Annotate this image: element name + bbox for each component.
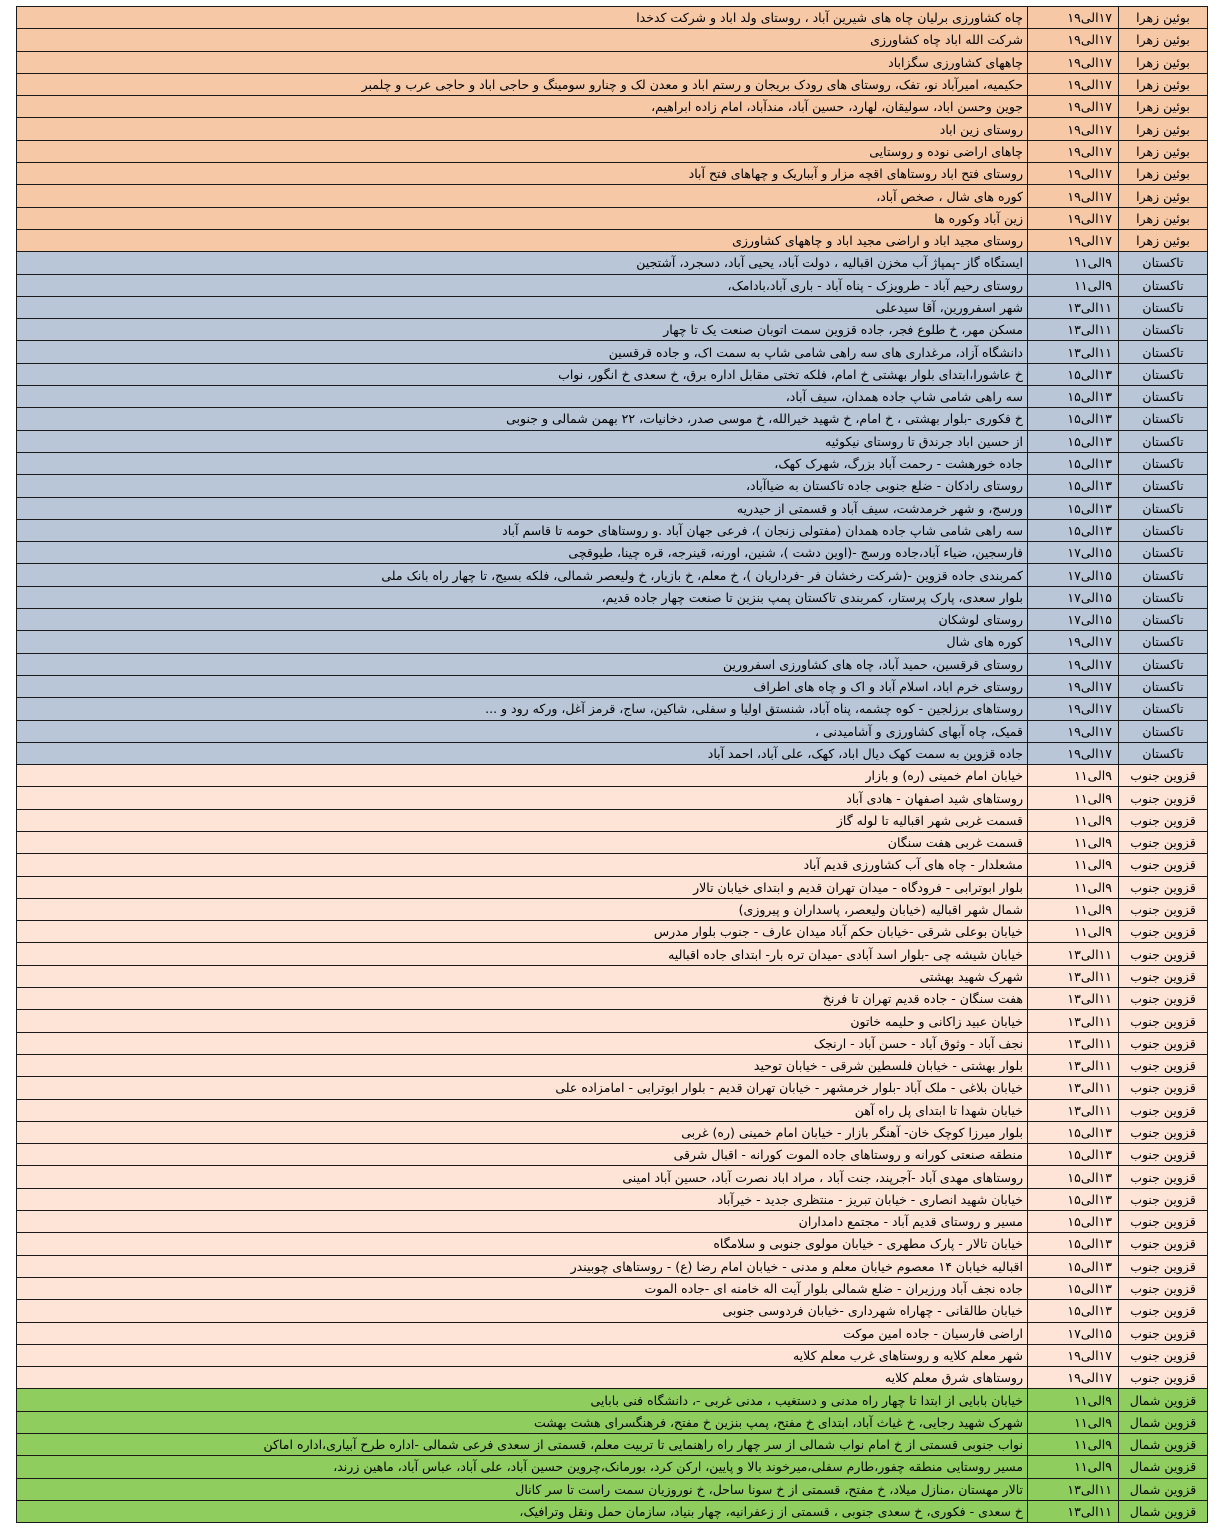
hours-cell: ۱۱الی۱۳ <box>1028 988 1119 1010</box>
region-cell: تاکستان <box>1119 363 1208 385</box>
area-cell: خیابان تالار - پارک مطهری - خیابان مولوی جنوبی و سلامگاه <box>17 1233 1028 1255</box>
hours-cell: ۱۵الی۱۷ <box>1028 564 1119 586</box>
region-cell: قزوین جنوب <box>1119 1367 1208 1389</box>
region-cell: تاکستان <box>1119 675 1208 697</box>
table-row <box>17 207 1208 229</box>
region-cell: قزوین جنوب <box>1119 1211 1208 1233</box>
region-cell: قزوین شمال <box>1119 1389 1208 1411</box>
table-row <box>17 1211 1208 1233</box>
table-row <box>17 1010 1208 1032</box>
region-cell: تاکستان <box>1119 698 1208 720</box>
area-cell: خیابان امام خمینی (ره) و بازار <box>17 765 1028 787</box>
area-cell: دانشگاه آزاد، مرغداری های سه راهی شامی شاپ به سمت اک، و جاده قرقسین <box>17 341 1028 363</box>
hours-cell: ۹الی۱۱ <box>1028 274 1119 296</box>
hours-cell: ۱۱الی۱۳ <box>1028 1077 1119 1099</box>
region-cell: بوئین زهرا <box>1119 207 1208 229</box>
area-cell: روستای زین اباد <box>17 118 1028 140</box>
region-cell: قزوین جنوب <box>1119 1344 1208 1366</box>
area-cell: اراضی فارسیان - جاده امین موکت <box>17 1322 1028 1344</box>
region-cell: قزوین شمال <box>1119 1500 1208 1522</box>
region-cell: تاکستان <box>1119 475 1208 497</box>
area-cell: شهرک شهید رجایی، خ غیاث آباد، ابتدای خ مفتح، پمپ بنزین خ مفتح، فرهنگسرای هشت بهشت <box>17 1411 1028 1433</box>
table-row <box>17 296 1208 318</box>
region-cell: قزوین جنوب <box>1119 876 1208 898</box>
table-row <box>17 809 1208 831</box>
hours-cell: ۱۳الی۱۵ <box>1028 430 1119 452</box>
region-cell: قزوین جنوب <box>1119 1144 1208 1166</box>
region-cell: تاکستان <box>1119 653 1208 675</box>
region-cell: قزوین جنوب <box>1119 1188 1208 1210</box>
hours-cell: ۹الی۱۱ <box>1028 876 1119 898</box>
hours-cell: ۱۷الی۱۹ <box>1028 1367 1119 1389</box>
table-row <box>17 319 1208 341</box>
hours-cell: ۱۳الی۱۵ <box>1028 1144 1119 1166</box>
table-row <box>17 497 1208 519</box>
hours-cell: ۱۷الی۱۹ <box>1028 675 1119 697</box>
table-row <box>17 787 1208 809</box>
region-cell: قزوین شمال <box>1119 1411 1208 1433</box>
table-row <box>17 252 1208 274</box>
area-cell: خیابان طالقانی - چهاراه شهرداری -خیابان فردوسی جنوبی <box>17 1300 1028 1322</box>
table-row <box>17 1099 1208 1121</box>
table-row <box>17 898 1208 920</box>
region-cell: تاکستان <box>1119 497 1208 519</box>
area-cell: مسکن مهر، خ طلوع فجر، جاده قزوین سمت اتوبان صنعت یک تا چهار <box>17 319 1028 341</box>
table-row <box>17 854 1208 876</box>
hours-cell: ۱۳الی۱۵ <box>1028 519 1119 541</box>
table-row <box>17 1144 1208 1166</box>
hours-cell: ۱۱الی۱۳ <box>1028 296 1119 318</box>
region-cell: قزوین جنوب <box>1119 831 1208 853</box>
area-cell: خیابان بلاغی - ملک آباد -بلوار خرمشهر - خیابان تهران قدیم - بلوار ابوترابی - امامزاده علی <box>17 1077 1028 1099</box>
area-cell: روستای رادکان - ضلع جنوبی جاده تاکستان به ضیاآباد، <box>17 475 1028 497</box>
region-cell: تاکستان <box>1119 319 1208 341</box>
area-cell: جاده قزوین به سمت کهک دیال اباد، کهک، علی آباد، احمد آباد <box>17 742 1028 764</box>
area-cell: شهرک شهید بهشتی <box>17 965 1028 987</box>
hours-cell: ۹الی۱۱ <box>1028 1389 1119 1411</box>
region-cell: بوئین زهرا <box>1119 73 1208 95</box>
area-cell: روستای فتح اباد روستاهای اقچه مزار و آبباریک و چهاهای فتح آباد <box>17 163 1028 185</box>
hours-cell: ۱۱الی۱۳ <box>1028 943 1119 965</box>
table-row <box>17 1300 1208 1322</box>
region-cell: بوئین زهرا <box>1119 118 1208 140</box>
area-cell: روستای خرم اباد، اسلام آباد و اک و چاه های اطراف <box>17 675 1028 697</box>
table-row <box>17 1233 1208 1255</box>
table-row <box>17 876 1208 898</box>
area-cell: کوره های شال ، صخص آباد، <box>17 185 1028 207</box>
region-cell: تاکستان <box>1119 586 1208 608</box>
area-cell: مسیر و روستای قدیم آباد - مجتمع دامداران <box>17 1211 1028 1233</box>
hours-cell: ۱۳الی۱۵ <box>1028 452 1119 474</box>
region-cell: قزوین جنوب <box>1119 1166 1208 1188</box>
area-cell: بلوار میرزا کوچک خان- آهنگر بازار - خیابان امام خمینی (ره) غربی <box>17 1121 1028 1143</box>
table-row <box>17 73 1208 95</box>
hours-cell: ۱۵الی۱۷ <box>1028 609 1119 631</box>
area-cell: فارسجین، ضیاء آباد،جاده ورسج -(اوین دشت )، شنین، اورنه، قینرجه، قره چینا، طیوقچی <box>17 542 1028 564</box>
table-row <box>17 408 1208 430</box>
table-row <box>17 1500 1208 1522</box>
region-cell: تاکستان <box>1119 408 1208 430</box>
region-cell: قزوین جنوب <box>1119 1010 1208 1032</box>
region-cell: قزوین جنوب <box>1119 1277 1208 1299</box>
table-row <box>17 631 1208 653</box>
area-cell: چاهای اراضی نوده و روستایی <box>17 140 1028 162</box>
region-cell: قزوین جنوب <box>1119 898 1208 920</box>
area-cell: چاه کشاورزی برلیان چاه های شیرین آباد ، روستای ولد اباد و شرکت کدخدا <box>17 7 1028 29</box>
region-cell: تاکستان <box>1119 720 1208 742</box>
table-row <box>17 341 1208 363</box>
table-row <box>17 519 1208 541</box>
area-cell: جوین وحسن اباد، سولیقان، لهارد، حسین آباد، مندآباد، امام زاده ابراهیم، <box>17 96 1028 118</box>
hours-cell: ۱۵الی۱۷ <box>1028 586 1119 608</box>
area-cell: سه راهی شامی شاپ جاده همدان، سیف آباد، <box>17 386 1028 408</box>
region-cell: بوئین زهرا <box>1119 7 1208 29</box>
hours-cell: ۱۷الی۱۹ <box>1028 185 1119 207</box>
area-cell: نواب جنوبی قسمتی از خ امام نواب شمالی از سر چهار راه راهنمایی تا تربیت معلم، قسمتی از سعدی فرعی شمالی -اداره طرح آبیاری،اداره اماکن <box>17 1434 1028 1456</box>
area-cell: روستای رحیم آباد - طرویزک - پناه آباد - باری آباد،بادامک، <box>17 274 1028 296</box>
region-cell: قزوین جنوب <box>1119 765 1208 787</box>
hours-cell: ۱۳الی۱۵ <box>1028 408 1119 430</box>
area-cell: سه راهی شامی شاپ جاده همدان (مفتولی زنجان )، فرعی جهان آباد .و روستاهای حومه تا قاسم آباد <box>17 519 1028 541</box>
area-cell: روستاهای برزلجین - کوه چشمه، پناه آباد، شنستق اولیا و سفلی، شاکین، ساج، قرمز آغل، ورکه رود و ... <box>17 698 1028 720</box>
region-cell: قزوین جنوب <box>1119 809 1208 831</box>
hours-cell: ۱۷الی۱۹ <box>1028 51 1119 73</box>
area-cell: ورسج، و شهر خرمدشت، سیف آباد و قسمتی از حیدریه <box>17 497 1028 519</box>
area-cell: بلوار بهشتی - خیابان فلسطین شرقی - خیابان توحید <box>17 1054 1028 1076</box>
table-row <box>17 118 1208 140</box>
table-row <box>17 163 1208 185</box>
region-cell: قزوین جنوب <box>1119 1322 1208 1344</box>
hours-cell: ۱۱الی۱۳ <box>1028 965 1119 987</box>
hours-cell: ۱۷الی۱۹ <box>1028 742 1119 764</box>
region-cell: قزوین جنوب <box>1119 854 1208 876</box>
table-row <box>17 831 1208 853</box>
table-row <box>17 1411 1208 1433</box>
region-cell: قزوین جنوب <box>1119 1300 1208 1322</box>
area-cell: جاده نجف آباد ورزیران - ضلع شمالی بلوار آیت اله خامنه ای -جاده الموت <box>17 1277 1028 1299</box>
area-cell: قسمت غربی شهر اقبالیه تا لوله گاز <box>17 809 1028 831</box>
hours-cell: ۱۷الی۱۹ <box>1028 698 1119 720</box>
area-cell: از حسین اباد جرندق تا روستای نیکوئیه <box>17 430 1028 452</box>
area-cell: خیابان شیشه چی -بلوار اسد آبادی -میدان تره بار- ابتدای جاده اقبالیه <box>17 943 1028 965</box>
table-row <box>17 1166 1208 1188</box>
area-cell: شهر اسفرورین، آقا سیدعلی <box>17 296 1028 318</box>
table-row <box>17 542 1208 564</box>
hours-cell: ۹الی۱۱ <box>1028 1411 1119 1433</box>
area-cell: نجف آباد - وثوق آباد - حسن آباد - ارنجک <box>17 1032 1028 1054</box>
region-cell: تاکستان <box>1119 542 1208 564</box>
hours-cell: ۹الی۱۱ <box>1028 921 1119 943</box>
area-cell: روستای لوشکان <box>17 609 1028 631</box>
area-cell: روستاهای شرق معلم کلایه <box>17 1367 1028 1389</box>
region-cell: تاکستان <box>1119 519 1208 541</box>
region-cell: بوئین زهرا <box>1119 163 1208 185</box>
hours-cell: ۱۷الی۱۹ <box>1028 1344 1119 1366</box>
hours-cell: ۱۳الی۱۵ <box>1028 1211 1119 1233</box>
hours-cell: ۱۱الی۱۳ <box>1028 1478 1119 1500</box>
region-cell: بوئین زهرا <box>1119 185 1208 207</box>
table-row <box>17 720 1208 742</box>
area-cell: قسمت غربی هفت سنگان <box>17 831 1028 853</box>
region-cell: قزوین جنوب <box>1119 787 1208 809</box>
hours-cell: ۹الی۱۱ <box>1028 1456 1119 1478</box>
hours-cell: ۱۷الی۱۹ <box>1028 140 1119 162</box>
table-row <box>17 1344 1208 1366</box>
region-cell: تاکستان <box>1119 631 1208 653</box>
area-cell: مشعلدار - چاه های آب کشاورزی قدیم آباد <box>17 854 1028 876</box>
table-row <box>17 386 1208 408</box>
hours-cell: ۹الی۱۱ <box>1028 252 1119 274</box>
hours-cell: ۹الی۱۱ <box>1028 898 1119 920</box>
hours-cell: ۱۳الی۱۵ <box>1028 1233 1119 1255</box>
region-cell: تاکستان <box>1119 296 1208 318</box>
hours-cell: ۱۱الی۱۳ <box>1028 1099 1119 1121</box>
area-cell: بلوار ابوترابی - فرودگاه - میدان تهران قدیم و ابتدای خیابان تالار <box>17 876 1028 898</box>
hours-cell: ۹الی۱۱ <box>1028 1434 1119 1456</box>
area-cell: ایستگاه گاز -پمپاژ آب مخزن اقبالیه ، دولت آباد، یحیی آباد، دسجرد، آشتجین <box>17 252 1028 274</box>
area-cell: هفت سنگان - جاده قدیم تهران تا فرنخ <box>17 988 1028 1010</box>
hours-cell: ۱۵الی۱۷ <box>1028 1322 1119 1344</box>
hours-cell: ۱۳الی۱۵ <box>1028 1255 1119 1277</box>
area-cell: شهر معلم کلایه و روستاهای غرب معلم کلایه <box>17 1344 1028 1366</box>
area-cell: خ عاشورا،ابتدای بلوار بهشتی خ امام، فلکه تختی مقابل اداره برق، خ سعدی خ انگور، نواب <box>17 363 1028 385</box>
outage-schedule-table <box>16 6 1208 1523</box>
hours-cell: ۱۷الی۱۹ <box>1028 631 1119 653</box>
table-row <box>17 363 1208 385</box>
hours-cell: ۱۷الی۱۹ <box>1028 163 1119 185</box>
table-row <box>17 475 1208 497</box>
table-row <box>17 430 1208 452</box>
table-row <box>17 988 1208 1010</box>
hours-cell: ۱۷الی۱۹ <box>1028 7 1119 29</box>
region-cell: تاکستان <box>1119 274 1208 296</box>
table-row <box>17 965 1208 987</box>
hours-cell: ۹الی۱۱ <box>1028 854 1119 876</box>
area-cell: خ فکوری -بلوار بهشتی ، خ امام، خ شهید خیرالله، خ موسی صدر، دخانیات، ۲۲ بهمن شمالی و جنوبی <box>17 408 1028 430</box>
hours-cell: ۱۳الی۱۵ <box>1028 1300 1119 1322</box>
area-cell: روستاهای مهدی آباد -آجرپند، جنت آباد ، مراد اباد نصرت آباد، حسین آباد امینی <box>17 1166 1028 1188</box>
table-row <box>17 1255 1208 1277</box>
area-cell: قمیک، چاه آبهای کشاورزی و آشامیدنی ، <box>17 720 1028 742</box>
hours-cell: ۱۷الی۱۹ <box>1028 229 1119 251</box>
table-row <box>17 1322 1208 1344</box>
hours-cell: ۱۱الی۱۳ <box>1028 319 1119 341</box>
hours-cell: ۱۱الی۱۳ <box>1028 341 1119 363</box>
hours-cell: ۹الی۱۱ <box>1028 809 1119 831</box>
table-row <box>17 675 1208 697</box>
table-row <box>17 921 1208 943</box>
area-cell: خیابان عبید زاکانی و حلیمه خاتون <box>17 1010 1028 1032</box>
area-cell: حکیمیه، امیرآباد نو، تفک، روستای های رودک بریجان و رستم اباد و معدن لک و چنارو سومینگ و حاجی اباد و حاجی عرب و چلمبر <box>17 73 1028 95</box>
area-cell: خ سعدی - فکوری، خ سعدی جنوبی ، قسمتی از زعفرانیه، چهار بنیاد، سازمان حمل ونقل وترافیک، <box>17 1500 1028 1522</box>
region-cell: قزوین جنوب <box>1119 1077 1208 1099</box>
table-row <box>17 185 1208 207</box>
table-row <box>17 653 1208 675</box>
area-cell: شمال شهر اقبالیه (خیابان ولیعصر، پاسداران و پیروزی) <box>17 898 1028 920</box>
region-cell: بوئین زهرا <box>1119 51 1208 73</box>
region-cell: قزوین شمال <box>1119 1478 1208 1500</box>
hours-cell: ۹الی۱۱ <box>1028 787 1119 809</box>
hours-cell: ۹الی۱۱ <box>1028 831 1119 853</box>
hours-cell: ۱۷الی۱۹ <box>1028 720 1119 742</box>
region-cell: تاکستان <box>1119 452 1208 474</box>
table-row <box>17 1478 1208 1500</box>
area-cell: خیابان شهدا تا ابتدای پل راه آهن <box>17 1099 1028 1121</box>
hours-cell: ۱۷الی۱۹ <box>1028 207 1119 229</box>
hours-cell: ۹الی۱۱ <box>1028 765 1119 787</box>
table-row <box>17 96 1208 118</box>
region-cell: تاکستان <box>1119 341 1208 363</box>
area-cell: شرکت الله اباد چاه کشاورزی <box>17 29 1028 51</box>
region-cell: بوئین زهرا <box>1119 29 1208 51</box>
hours-cell: ۱۷الی۱۹ <box>1028 118 1119 140</box>
area-cell: خیابان شهید انصاری - خیابان تبریز - منتظری جدید - خیرآباد <box>17 1188 1028 1210</box>
hours-cell: ۱۳الی۱۵ <box>1028 497 1119 519</box>
region-cell: قزوین جنوب <box>1119 1054 1208 1076</box>
hours-cell: ۱۱الی۱۳ <box>1028 1010 1119 1032</box>
area-cell: تالار مهستان ،منازل میلاد، خ مفتح، قسمتی از خ سونا ساحل، خ نوروزیان سمت راست تا سر کانال <box>17 1478 1028 1500</box>
area-cell: بلوار سعدی، پارک پرستار، کمربندی تاکستان پمپ بنزین تا صنعت چهار جاده قدیم، <box>17 586 1028 608</box>
table-row <box>17 1032 1208 1054</box>
hours-cell: ۱۳الی۱۵ <box>1028 1166 1119 1188</box>
table-row <box>17 29 1208 51</box>
hours-cell: ۱۳الی۱۵ <box>1028 1121 1119 1143</box>
table-row <box>17 742 1208 764</box>
table-row <box>17 1434 1208 1456</box>
table-row <box>17 452 1208 474</box>
table-row <box>17 1054 1208 1076</box>
region-cell: قزوین جنوب <box>1119 1121 1208 1143</box>
region-cell: تاکستان <box>1119 742 1208 764</box>
region-cell: قزوین جنوب <box>1119 1255 1208 1277</box>
table-row <box>17 7 1208 29</box>
region-cell: قزوین جنوب <box>1119 1099 1208 1121</box>
table-row <box>17 140 1208 162</box>
hours-cell: ۱۱الی۱۳ <box>1028 1500 1119 1522</box>
hours-cell: ۱۷الی۱۹ <box>1028 73 1119 95</box>
region-cell: قزوین جنوب <box>1119 943 1208 965</box>
area-cell: مسیر روستایی منطقه چفور،طارم سفلی،میرخوند بالا و پایین، ارکن کرد، بورمانک،چروین حسین آباد، علی آباد، عباس آباد، ماهین زرند، <box>17 1456 1028 1478</box>
table-row <box>17 586 1208 608</box>
table-row <box>17 1277 1208 1299</box>
region-cell: قزوین جنوب <box>1119 988 1208 1010</box>
area-cell: خیابان بوعلی شرقی -خیابان حکم آباد میدان عارف - جنوب بلوار مدرس <box>17 921 1028 943</box>
region-cell: بوئین زهرا <box>1119 140 1208 162</box>
area-cell: چاههای کشاورزی سگزاباد <box>17 51 1028 73</box>
table-row <box>17 1389 1208 1411</box>
region-cell: تاکستان <box>1119 609 1208 631</box>
region-cell: تاکستان <box>1119 386 1208 408</box>
area-cell: جاده خورهشت - رحمت آباد بزرگ، شهرک کهک، <box>17 452 1028 474</box>
hours-cell: ۱۳الی۱۵ <box>1028 1277 1119 1299</box>
region-cell: قزوین جنوب <box>1119 1233 1208 1255</box>
hours-cell: ۱۷الی۱۹ <box>1028 96 1119 118</box>
table-row <box>17 274 1208 296</box>
hours-cell: ۱۷الی۱۹ <box>1028 29 1119 51</box>
table-row <box>17 698 1208 720</box>
hours-cell: ۱۵الی۱۷ <box>1028 542 1119 564</box>
region-cell: بوئین زهرا <box>1119 229 1208 251</box>
hours-cell: ۱۳الی۱۵ <box>1028 363 1119 385</box>
region-cell: تاکستان <box>1119 564 1208 586</box>
area-cell: اقبالیه خیابان ۱۴ معصوم خیابان معلم و مدنی - خیابان امام رضا (ع) - روستاهای چوبیندر <box>17 1255 1028 1277</box>
area-cell: روستای مجید اباد و اراضی مجید اباد و چاههای کشاورزی <box>17 229 1028 251</box>
region-cell: قزوین شمال <box>1119 1456 1208 1478</box>
hours-cell: ۱۳الی۱۵ <box>1028 386 1119 408</box>
hours-cell: ۱۷الی۱۹ <box>1028 653 1119 675</box>
table-row <box>17 1077 1208 1099</box>
table-row <box>17 564 1208 586</box>
hours-cell: ۱۱الی۱۳ <box>1028 1032 1119 1054</box>
area-cell: روستای قرقسین، حمید آباد، چاه های کشاورزی اسفرورین <box>17 653 1028 675</box>
region-cell: قزوین جنوب <box>1119 921 1208 943</box>
table-row <box>17 765 1208 787</box>
table-row <box>17 1367 1208 1389</box>
area-cell: کمربندی جاده قزوین -(شرکت رخشان فر -فرداریان )، خ معلم، خ بازیار، خ ولیعصر شمالی، فلکه بسیج، تا چهار راه بانک ملی <box>17 564 1028 586</box>
region-cell: بوئین زهرا <box>1119 96 1208 118</box>
table-row <box>17 943 1208 965</box>
table-row <box>17 229 1208 251</box>
table-row <box>17 1188 1208 1210</box>
table-body <box>17 7 1208 1523</box>
region-cell: تاکستان <box>1119 430 1208 452</box>
area-cell: زین آباد وکوره ها <box>17 207 1028 229</box>
area-cell: منطقه صنعتی کورانه و روستاهای جاده الموت کورانه - اقبال شرقی <box>17 1144 1028 1166</box>
hours-cell: ۱۳الی۱۵ <box>1028 1188 1119 1210</box>
table-row <box>17 51 1208 73</box>
region-cell: قزوین جنوب <box>1119 1032 1208 1054</box>
table-row <box>17 1121 1208 1143</box>
hours-cell: ۱۱الی۱۳ <box>1028 1054 1119 1076</box>
area-cell: روستاهای شید اصفهان - هادی آباد <box>17 787 1028 809</box>
hours-cell: ۱۳الی۱۵ <box>1028 475 1119 497</box>
region-cell: قزوین شمال <box>1119 1434 1208 1456</box>
region-cell: قزوین جنوب <box>1119 965 1208 987</box>
table-row <box>17 1456 1208 1478</box>
area-cell: کوره های شال <box>17 631 1028 653</box>
area-cell: خیابان بابایی از ابتدا تا چهار راه مدنی و دستغیب ، مدنی غربی -، دانشگاه فنی بابایی <box>17 1389 1028 1411</box>
table-row <box>17 609 1208 631</box>
region-cell: تاکستان <box>1119 252 1208 274</box>
